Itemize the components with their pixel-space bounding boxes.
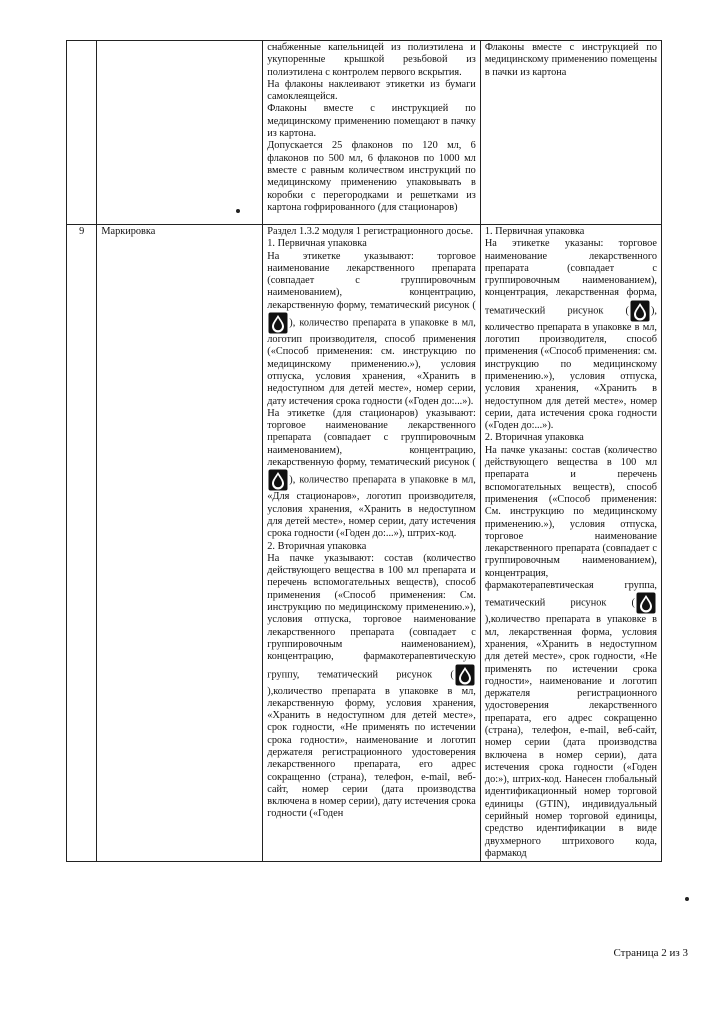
registered-text-cell bbox=[263, 41, 481, 225]
table-row bbox=[67, 225, 662, 862]
text-paragraph: Флаконы вместе с инструкцией по медицинскому применению помещают в пачку из картона. bbox=[267, 103, 476, 140]
subheading-secondary-packaging: 2. Вторичная упаковка bbox=[267, 540, 367, 552]
subheading-secondary-packaging: 2. Вторичная упаковка bbox=[484, 432, 584, 444]
section-reference: Раздел 1.3.2 модуля 1 регистрационного досье. bbox=[267, 226, 474, 237]
text-paragraph bbox=[267, 408, 476, 541]
registered-text-cell bbox=[263, 225, 481, 862]
text-fragment: На этикетке указаны: торговое наименование лекарственного препарата (совпадает с группировочным наименованием), концентрация, лекарственная форма, тематический рисунок ( bbox=[484, 238, 657, 317]
page-number: Страница 2 из 3 bbox=[613, 947, 688, 959]
row-name: Маркировка bbox=[97, 225, 263, 862]
table-row bbox=[67, 41, 662, 225]
text-fragment: ),количество препарата в упаковке в мл, лекарственная форма, условия хранения, «Хранить в недоступном для детей месте», срок годности, «Не применять по истечении срока годности», наименование и логотип держателя регистрационного удостоверения лекарственного препарата, его адрес сокращенно (страна), телефон, e-mail, веб-сайт, номер серии (дата производства включена в номер серии), дата истечения срока годности («Годен до:»), штрих-код. Нанесен глобальный идентификационный номер торговой единицы (GTIN), индивидуальный серийный номер торговой единицы, средство идентификации в виде двухмерного штрихового кода, фармакод bbox=[484, 614, 657, 859]
subheading-primary-packaging: 1. Первичная упаковка bbox=[267, 238, 367, 250]
text-paragraph: Флаконы вместе с инструкцией по медицинскому применению помещены в пачки из картона bbox=[484, 42, 657, 78]
text-fragment: На этикетке (для стационаров) указывают: торговое наименование лекарственного препарата (совпадает с группировочным наименованием), концентрацию, лекарственную форму, тематический рисунок ( bbox=[267, 407, 476, 469]
scan-speck bbox=[236, 209, 240, 213]
scan-speck bbox=[685, 897, 689, 901]
text-fragment: ),количество препарата в упаковке в мл, лекарственную форму, условия хранения, «Хранить в недоступном для детей месте», срок годности, «Не применять по истечении срока годности», наименование и логотип держателя регистрационного удостоверения лекарственного препарата, его адрес сокращенно (страна), телефон, e-mail, веб-сайт, номер серии (дата производства включена в номер серии), дату истечения срока годности («Годен bbox=[267, 685, 476, 820]
text-paragraph: Допускается 25 флаконов по 120 мл, 6 флаконов по 500 мл, 6 флаконов по 1000 мл вместе с равным количеством инструкций по медицинскому применению упаковывать в коробки с перегородками и решетками из картона гофрированного (для стационаров) bbox=[267, 140, 476, 213]
text-fragment: ), количество препарата в упаковке в мл, логотип производителя, способ применения («Способ применения: см. инструкцию по медицинскому применению.»), условия отпуска, условия хранения, «Хранить в недоступном для детей месте», номер серии, дата истечения срока годности («Годен до:...»). bbox=[484, 305, 657, 432]
text-fragment: На пачке указывают: состав (количество действующего вещества в 100 мл препарата и перечень вспомогательных веществ), способ применения («Способ применения: См. инструкцию по медицинскому применению.»), условия отпуска, торговое наименование лекарственного препарата (совпадает с группировочным наименованием), концентрацию, фармакотерапевтическую группу, тематический рисунок ( bbox=[267, 552, 476, 680]
text-paragraph bbox=[267, 553, 476, 821]
text-fragment: ), количество препарата в упаковке в мл, логотип производителя, способ применения («Способ применения: см. инструкцию по медицинскому применению.»), условия отпуска, условия хранения, «Хранить в недоступном для детей месте», номер серии, дату истечения срока годности («Годен до:...»). bbox=[267, 317, 476, 407]
text-fragment: ), количество препарата в упаковке в мл, «Для стационаров», логотип производителя, условия хранения, «Хранить в недоступном для детей месте», номер серии, дату истечения срока годности («Годен до:...»), штрих-код. bbox=[267, 474, 476, 540]
water-drop-icon bbox=[268, 312, 288, 334]
water-drop-icon bbox=[455, 664, 475, 686]
text-fragment: На этикетке указывают: торговое наименование лекарственного препарата (совпадает с группировочным наименованием), концентрацию, лекарственную форму, тематический рисунок ( bbox=[267, 250, 476, 311]
text-paragraph bbox=[485, 238, 657, 432]
water-drop-icon bbox=[268, 469, 288, 491]
text-fragment: На пачке указаны: состав (количество действующего вещества в 100 мл препарата и перечень вспомогательных веществ), способ применения («Способ применения: См. инструкцию по медицинскому применению.»), условия отпуска, торговое наименование лекарственного препарата (совпадает с группировочным наименованием), концентрация, фармакотерапевтическая группа, тематический рисунок ( bbox=[484, 444, 657, 609]
text-paragraph bbox=[267, 251, 476, 408]
actual-text-cell bbox=[480, 41, 661, 225]
text-paragraph: снабженные капельницей из полиэтилена и укупоренные крышкой резьбовой из полиэтилена с контролем первого вскрытия. bbox=[267, 42, 476, 78]
text-paragraph bbox=[485, 445, 657, 861]
row-name bbox=[97, 41, 263, 225]
text-paragraph: На флаконы наклеивают этикетки из бумаги самоклеящейся. bbox=[267, 78, 476, 103]
row-number: 9 bbox=[67, 225, 97, 862]
subheading-primary-packaging: 1. Первичная упаковка bbox=[484, 226, 585, 237]
characteristics-table bbox=[66, 40, 662, 862]
actual-text-cell bbox=[480, 225, 661, 862]
water-drop-icon bbox=[630, 300, 650, 322]
water-drop-icon bbox=[636, 592, 656, 614]
row-number bbox=[67, 41, 97, 225]
